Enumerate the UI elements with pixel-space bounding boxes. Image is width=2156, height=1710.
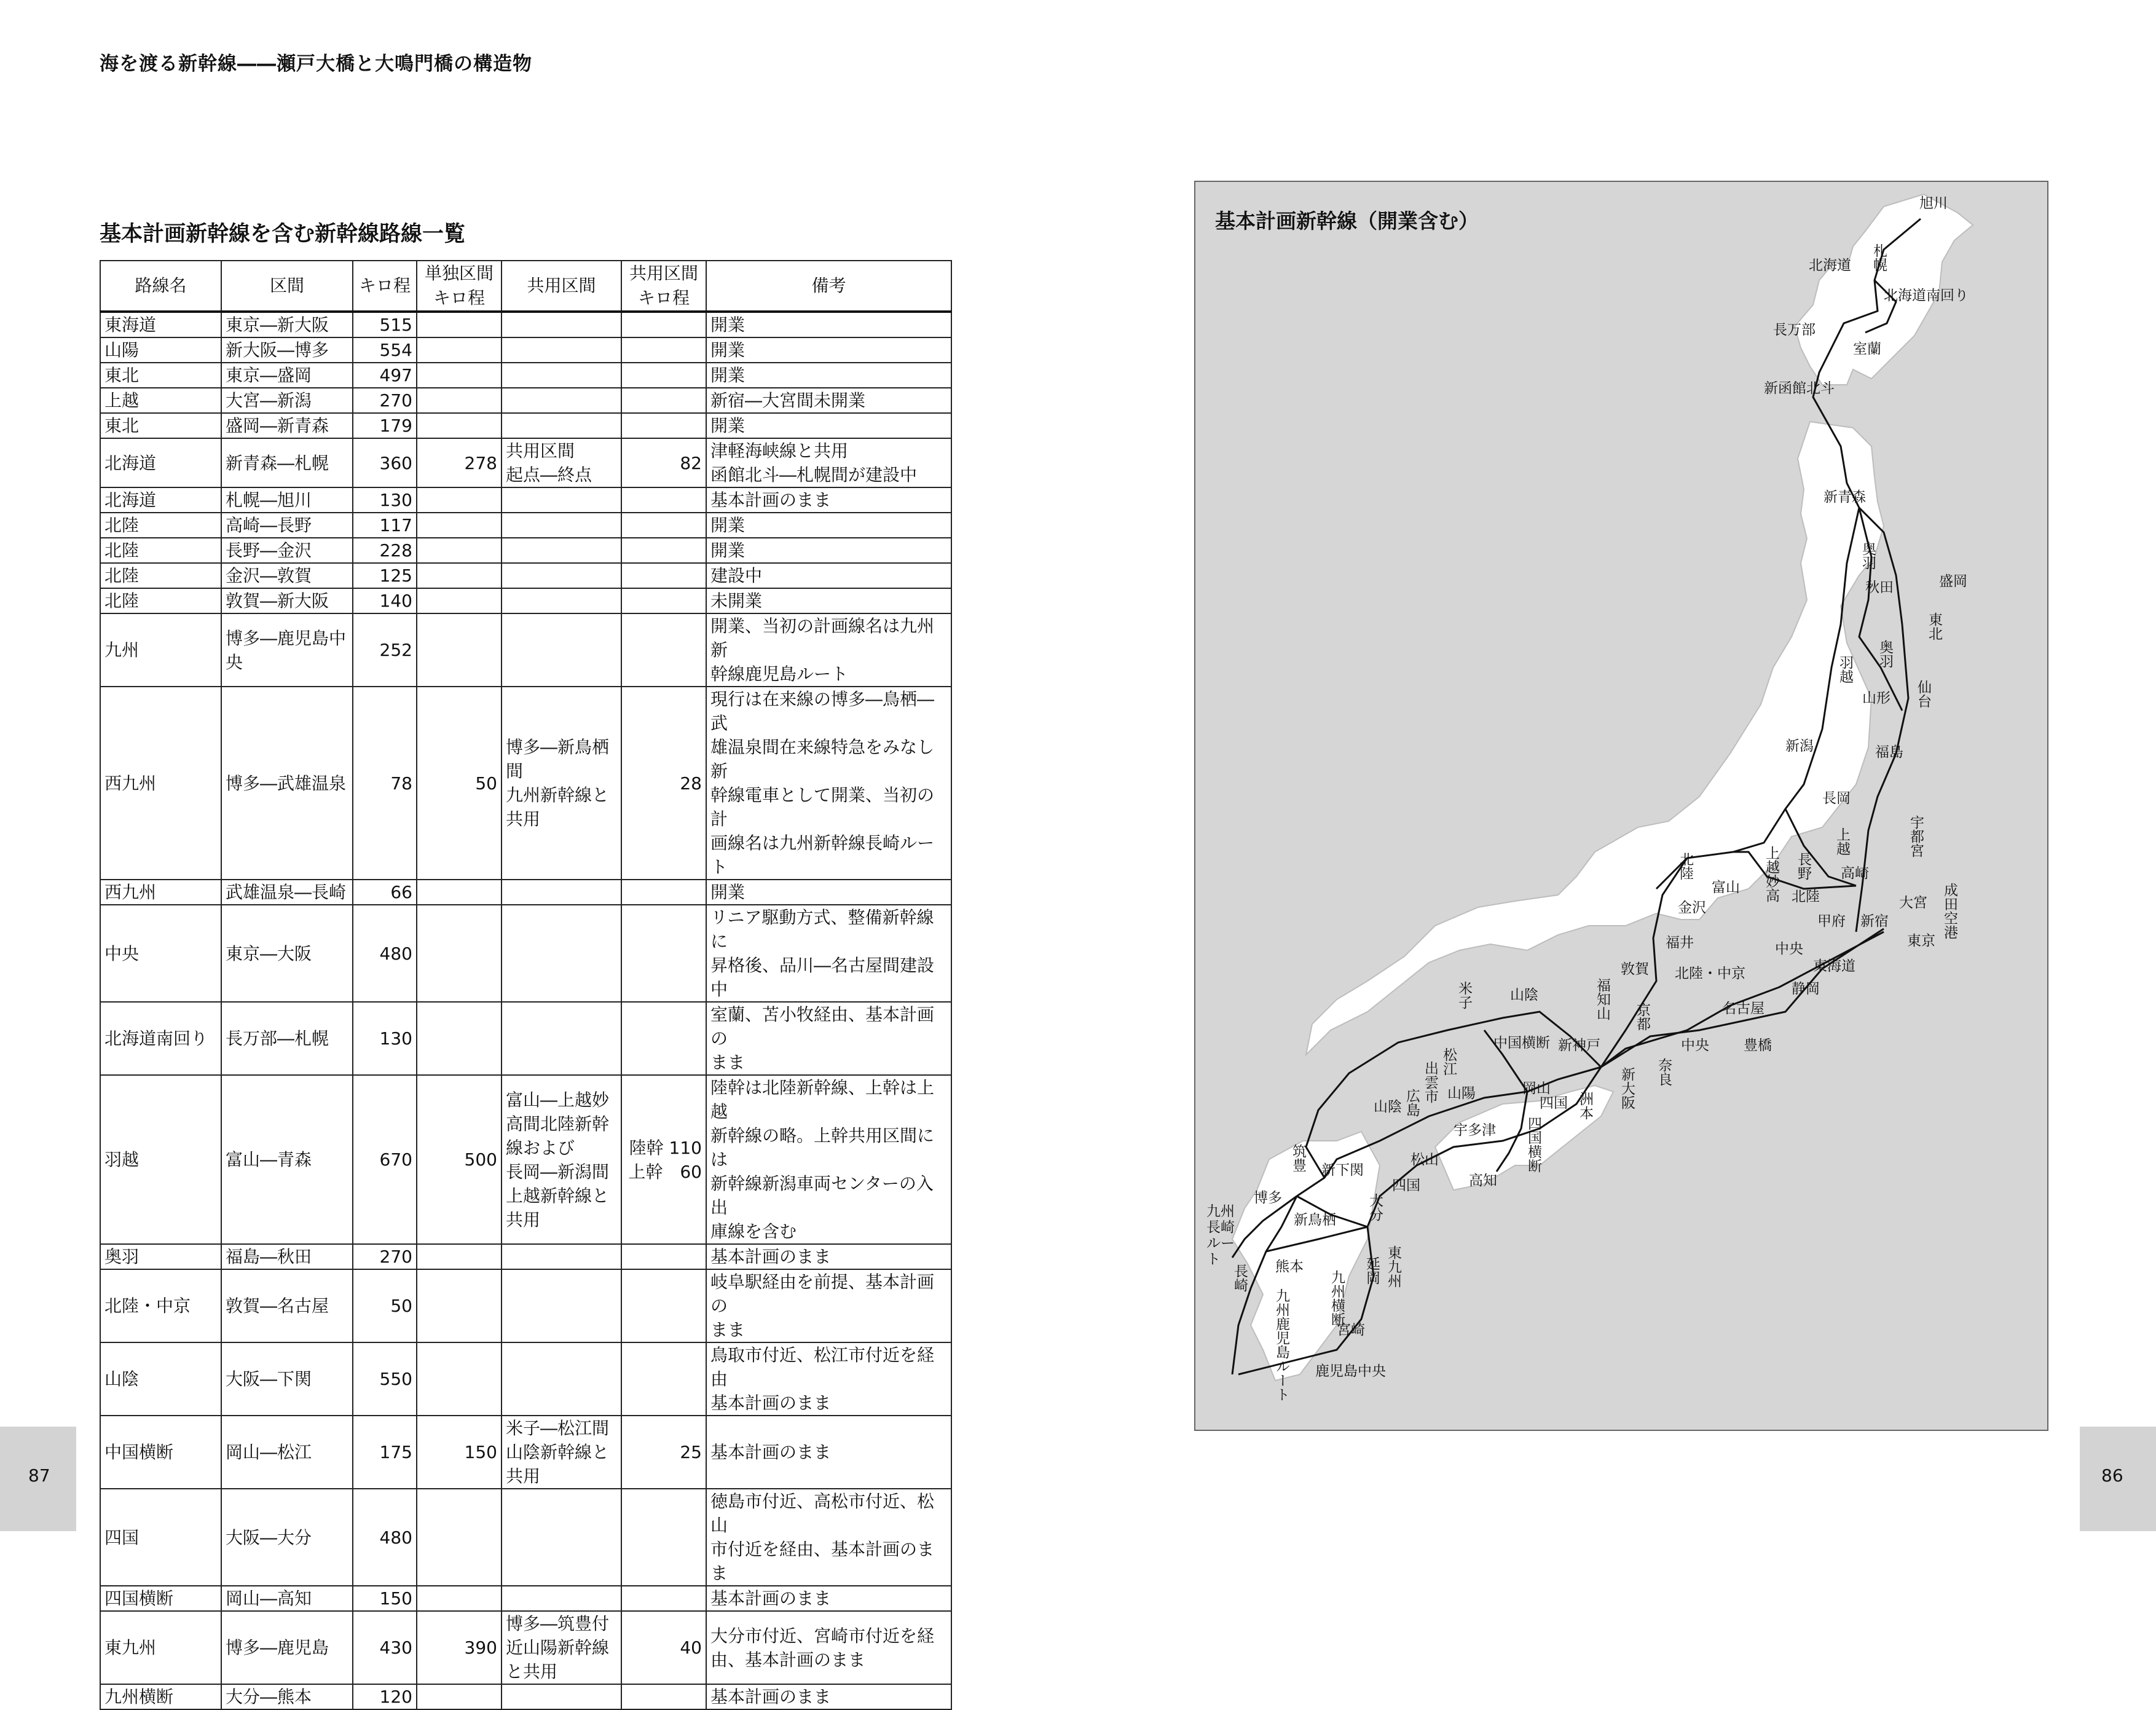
- solo-km-cell: [417, 538, 502, 563]
- map-label-fukushima: 福島: [1875, 744, 1903, 760]
- map-drawing: [1195, 182, 2047, 1430]
- note-cell: 基本計画のまま: [706, 1244, 951, 1269]
- map-label-kochi: 高知: [1469, 1173, 1497, 1189]
- map-label-narita-airport: 成田空港: [1942, 883, 1957, 939]
- note-cell: 岐阜駅経由を前提、基本計画の まま: [706, 1269, 951, 1342]
- shared-section-cell: [502, 880, 621, 905]
- note-cell: 基本計画のまま: [706, 1684, 951, 1709]
- note-cell: 開業: [706, 413, 951, 438]
- note-cell: 未開業: [706, 588, 951, 613]
- map-label-uetsu: 羽越: [1837, 655, 1853, 684]
- section-cell: 新青森―札幌: [221, 438, 353, 487]
- table-row: [100, 563, 951, 588]
- map-label-kofu: 甲府: [1817, 913, 1846, 929]
- table-row: [100, 363, 951, 388]
- shared-section-cell: [502, 905, 621, 1002]
- section-cell: 新大阪―博多: [221, 337, 353, 363]
- table-row: [100, 538, 951, 563]
- solo-km-cell: [417, 388, 502, 413]
- km-cell: 117: [353, 513, 417, 538]
- route-name-cell: 北海道: [100, 438, 221, 487]
- solo-km-cell: 50: [417, 687, 502, 880]
- section-cell: 博多―鹿児島中央: [221, 613, 353, 687]
- section-cell: 武雄温泉―長崎: [221, 880, 353, 905]
- note-cell: リニア駆動方式、整備新幹線に 昇格後、品川―名古屋間建設中: [706, 905, 951, 1002]
- section-cell: 東京―大阪: [221, 905, 353, 1002]
- map-label-kagoshimachuo: 鹿児島中央: [1315, 1363, 1386, 1379]
- solo-km-cell: [417, 1684, 502, 1709]
- km-cell: 66: [353, 880, 417, 905]
- km-cell: 550: [353, 1342, 417, 1416]
- table-row: [100, 312, 951, 337]
- route-name-cell: 東九州: [100, 1611, 221, 1684]
- map-label-matsue: 松江: [1441, 1047, 1457, 1076]
- table-row: [100, 1489, 951, 1586]
- map-label-chugoku-odan: 中国横断: [1493, 1035, 1550, 1051]
- shared-section-cell: [502, 538, 621, 563]
- km-cell: 130: [353, 1002, 417, 1075]
- km-cell: 120: [353, 1684, 417, 1709]
- table-row: [100, 438, 951, 487]
- map-label-oshamambe: 長万部: [1773, 322, 1816, 338]
- page-number-right: 86: [2101, 1465, 2123, 1486]
- shared-km-cell: [621, 613, 706, 687]
- column-header: 区間: [221, 261, 353, 312]
- map-label-chuo-2: 中央: [1681, 1038, 1709, 1054]
- map-label-shikoku-odan: 四国横断: [1525, 1116, 1541, 1173]
- map-label-ou: 奥羽: [1860, 542, 1876, 570]
- shared-section-cell: 富山―上越妙 高間北陸新幹 線および 長岡―新潟間 上越新幹線と 共用: [502, 1075, 621, 1244]
- table-header-row: [100, 261, 951, 312]
- shared-km-cell: [621, 1269, 706, 1342]
- table-row: [100, 1244, 951, 1269]
- shared-km-cell: 82: [621, 438, 706, 487]
- note-cell: 津軽海峡線と共用 函館北斗―札幌間が建設中: [706, 438, 951, 487]
- shared-km-cell: [621, 1244, 706, 1269]
- km-cell: 430: [353, 1611, 417, 1684]
- shared-km-cell: [621, 312, 706, 337]
- section-cell: 福島―秋田: [221, 1244, 353, 1269]
- map-label-tokaido: 東海道: [1813, 958, 1855, 974]
- solo-km-cell: [417, 613, 502, 687]
- route-name-cell: 九州横断: [100, 1684, 221, 1709]
- tokaido-line: [1601, 929, 1884, 1067]
- route-name-cell: 北海道南回り: [100, 1002, 221, 1075]
- section-cell: 大分―熊本: [221, 1684, 353, 1709]
- solo-km-cell: [417, 363, 502, 388]
- table-row: [100, 905, 951, 1002]
- km-cell: 360: [353, 438, 417, 487]
- shared-section-cell: [502, 613, 621, 687]
- km-cell: 270: [353, 1244, 417, 1269]
- section-cell: 金沢―敦賀: [221, 563, 353, 588]
- map-label-nobeoka: 延岡: [1364, 1256, 1380, 1285]
- shared-section-cell: 博多―新鳥栖間 九州新幹線と 共用: [502, 687, 621, 880]
- map-label-kyoto: 京都: [1634, 1003, 1650, 1031]
- shared-km-cell: [621, 337, 706, 363]
- shared-km-cell: [621, 538, 706, 563]
- solo-km-cell: [417, 1586, 502, 1611]
- shared-section-cell: [502, 513, 621, 538]
- map-label-muroran: 室蘭: [1853, 341, 1881, 357]
- section-cell: 盛岡―新青森: [221, 413, 353, 438]
- map-label-asahikawa: 旭川: [1919, 195, 1948, 211]
- map-label-tokyo: 東京: [1907, 933, 1935, 949]
- table-row: [100, 388, 951, 413]
- route-name-cell: 奥羽: [100, 1244, 221, 1269]
- shared-section-cell: 博多―筑豊付 近山陽新幹線 と共用: [502, 1611, 621, 1684]
- map-label-utsunomiya: 宇都宮: [1908, 815, 1924, 857]
- shared-km-cell: [621, 487, 706, 513]
- km-cell: 130: [353, 487, 417, 513]
- map-label-shintosu: 新鳥栖: [1294, 1212, 1336, 1228]
- map-label-morioka: 盛岡: [1939, 573, 1967, 589]
- km-cell: 179: [353, 413, 417, 438]
- map-label-sanin-2: 山陰: [1374, 1099, 1402, 1115]
- map-label-shinkobe: 新神戸: [1558, 1038, 1600, 1054]
- table-row: [100, 1684, 951, 1709]
- note-cell: 開業: [706, 538, 951, 563]
- shinkansen-map: [1194, 181, 2048, 1431]
- note-cell: 鳥取市付近、松江市付近を経由 基本計画のまま: [706, 1342, 951, 1416]
- map-label-chikuho: 筑豊: [1290, 1144, 1306, 1172]
- km-cell: 228: [353, 538, 417, 563]
- section-cell: 敦賀―名古屋: [221, 1269, 353, 1342]
- note-cell: 開業: [706, 363, 951, 388]
- note-cell: 基本計画のまま: [706, 1416, 951, 1489]
- page-number-left: 87: [28, 1465, 50, 1486]
- landmass: [1232, 194, 1973, 1381]
- shared-km-cell: [621, 388, 706, 413]
- km-cell: 554: [353, 337, 417, 363]
- solo-km-cell: [417, 1244, 502, 1269]
- shared-section-cell: [502, 1489, 621, 1586]
- shared-km-cell: [621, 880, 706, 905]
- shared-section-cell: [502, 337, 621, 363]
- section-cell: 大阪―下関: [221, 1342, 353, 1416]
- route-table: [100, 260, 952, 1710]
- map-label-hokkaido-minami: 北海道南回り: [1884, 288, 1969, 304]
- shared-section-cell: [502, 563, 621, 588]
- map-label-fukui: 福井: [1666, 935, 1694, 951]
- section-cell: 東京―盛岡: [221, 363, 353, 388]
- solo-km-cell: [417, 563, 502, 588]
- map-label-akita: 秋田: [1865, 580, 1894, 596]
- km-cell: 480: [353, 905, 417, 1002]
- solo-km-cell: [417, 487, 502, 513]
- section-cell: 長万部―札幌: [221, 1002, 353, 1075]
- map-label-sapporo: 札幌: [1871, 243, 1887, 272]
- route-name-cell: 北陸: [100, 588, 221, 613]
- map-label-joetsu: 上越: [1834, 827, 1850, 856]
- table-row: [100, 413, 951, 438]
- route-name-cell: 東北: [100, 363, 221, 388]
- section-cell: 富山―青森: [221, 1075, 353, 1244]
- table-body: [100, 312, 951, 1709]
- note-cell: 新宿―大宮間未開業: [706, 388, 951, 413]
- shared-km-cell: [621, 413, 706, 438]
- km-cell: 125: [353, 563, 417, 588]
- shared-section-cell: [502, 363, 621, 388]
- map-label-nagoya: 名古屋: [1722, 1001, 1765, 1017]
- map-label-shikoku: 四国: [1540, 1095, 1568, 1111]
- shared-km-cell: [621, 513, 706, 538]
- map-label-kyushu-nagasaki: 九州長崎ルート: [1206, 1204, 1235, 1267]
- solo-km-cell: 390: [417, 1611, 502, 1684]
- shared-section-cell: [502, 413, 621, 438]
- table-title: 基本計画新幹線を含む新幹線路線一覧: [100, 222, 466, 246]
- section-cell: 敦賀―新大阪: [221, 588, 353, 613]
- shared-km-cell: 28: [621, 687, 706, 880]
- map-label-hokkaido: 北海道: [1809, 258, 1851, 274]
- solo-km-cell: [417, 513, 502, 538]
- route-name-cell: 北陸: [100, 513, 221, 538]
- map-label-tsuruga: 敦賀: [1621, 961, 1649, 977]
- shared-km-cell: [621, 1684, 706, 1709]
- route-name-cell: 西九州: [100, 880, 221, 905]
- km-cell: 252: [353, 613, 417, 687]
- map-label-shizuoka: 静岡: [1792, 981, 1820, 997]
- shared-km-cell: [621, 1489, 706, 1586]
- note-cell: 開業: [706, 312, 951, 337]
- map-label-tohoku: 東北: [1926, 612, 1942, 640]
- table-row: [100, 337, 951, 363]
- shared-section-cell: [502, 1002, 621, 1075]
- solo-km-cell: [417, 312, 502, 337]
- map-label-joetsumyoko: 上越妙高: [1763, 846, 1779, 902]
- shared-section-cell: [502, 1269, 621, 1342]
- shared-section-cell: 米子―松江間 山陰新幹線と 共用: [502, 1416, 621, 1489]
- map-label-nagasaki: 長崎: [1232, 1264, 1248, 1292]
- solo-km-cell: [417, 337, 502, 363]
- map-label-hiroshima: 広島: [1404, 1089, 1420, 1117]
- map-label-okayama: 岡山: [1522, 1081, 1551, 1097]
- solo-km-cell: [417, 413, 502, 438]
- shared-section-cell: [502, 388, 621, 413]
- shared-section-cell: [502, 588, 621, 613]
- solo-km-cell: [417, 1342, 502, 1416]
- solo-km-cell: 278: [417, 438, 502, 487]
- note-cell: 建設中: [706, 563, 951, 588]
- route-name-cell: 中央: [100, 905, 221, 1002]
- map-label-sumoto: 洲本: [1577, 1092, 1593, 1120]
- column-header: キロ程: [353, 261, 417, 312]
- map-label-kyushu-kagoshima: 九州鹿児島ルート: [1273, 1288, 1289, 1401]
- map-label-shinaomori: 新青森: [1824, 489, 1866, 505]
- shared-km-cell: [621, 1586, 706, 1611]
- map-label-shinosaka: 新大阪: [1619, 1067, 1635, 1109]
- map-label-sanyo: 山陽: [1447, 1085, 1476, 1101]
- section-cell: 岡山―高知: [221, 1586, 353, 1611]
- km-cell: 50: [353, 1269, 417, 1342]
- route-name-cell: 東海道: [100, 312, 221, 337]
- note-cell: 基本計画のまま: [706, 1586, 951, 1611]
- shared-section-cell: [502, 312, 621, 337]
- map-label-izumoshi: 出雲市: [1422, 1061, 1438, 1103]
- column-header: 共用区間 キロ程: [621, 261, 706, 312]
- km-cell: 175: [353, 1416, 417, 1489]
- table-row: [100, 1611, 951, 1684]
- km-cell: 270: [353, 388, 417, 413]
- shared-km-cell: [621, 363, 706, 388]
- table-row: [100, 687, 951, 880]
- note-cell: 室蘭、苫小牧経由、基本計画の まま: [706, 1002, 951, 1075]
- note-cell: 陸幹は北陸新幹線、上幹は上越 新幹線の略。上幹共用区間には 新幹線新潟車両センターの入出 庫線を含む: [706, 1075, 951, 1244]
- column-header: 共用区間: [502, 261, 621, 312]
- shared-km-cell: [621, 905, 706, 1002]
- shared-km-cell: [621, 1342, 706, 1416]
- map-label-nara: 奈良: [1656, 1058, 1672, 1086]
- column-header: 単独区間 キロ程: [417, 261, 502, 312]
- table-row: [100, 1416, 951, 1489]
- map-label-kyushu-odan: 九州横断: [1329, 1270, 1345, 1326]
- shared-section-cell: [502, 487, 621, 513]
- route-name-cell: 中国横断: [100, 1416, 221, 1489]
- solo-km-cell: [417, 880, 502, 905]
- map-label-nagaoka: 長岡: [1822, 790, 1851, 806]
- route-name-cell: 四国横断: [100, 1586, 221, 1611]
- solo-km-cell: 500: [417, 1075, 502, 1244]
- route-name-cell: 東北: [100, 413, 221, 438]
- map-label-toyama: 富山: [1712, 880, 1740, 896]
- note-cell: 徳島市付近、高松市付近、松山 市付近を経由、基本計画のまま: [706, 1489, 951, 1586]
- table-row: [100, 1075, 951, 1244]
- column-header: 備考: [706, 261, 951, 312]
- shared-section-cell: [502, 1684, 621, 1709]
- route-name-cell: 北陸・中京: [100, 1269, 221, 1342]
- map-label-yonago: 米子: [1456, 981, 1472, 1009]
- shared-section-cell: 共用区間 起点―終点: [502, 438, 621, 487]
- running-head: 海を渡る新幹線――瀬戸大橋と大鳴門橋の構造物: [100, 53, 532, 75]
- table-row: [100, 1586, 951, 1611]
- table-row: [100, 1342, 951, 1416]
- km-cell: 480: [353, 1489, 417, 1586]
- map-label-kumamoto: 熊本: [1275, 1259, 1304, 1275]
- table-row: [100, 880, 951, 905]
- km-cell: 497: [353, 363, 417, 388]
- map-label-matsuyama: 松山: [1410, 1152, 1439, 1168]
- solo-km-cell: [417, 1002, 502, 1075]
- route-name-cell: 山陽: [100, 337, 221, 363]
- table-row: [100, 613, 951, 687]
- section-cell: 高崎―長野: [221, 513, 353, 538]
- chuo-line: [1601, 932, 1884, 1067]
- map-label-hakata: 博多: [1254, 1190, 1282, 1206]
- table-row: [100, 487, 951, 513]
- map-label-toyohashi: 豊橋: [1744, 1038, 1772, 1054]
- solo-km-cell: [417, 905, 502, 1002]
- shared-km-cell: 40: [621, 1611, 706, 1684]
- map-label-takasaki: 高崎: [1841, 865, 1869, 881]
- table-row: [100, 513, 951, 538]
- section-cell: 博多―武雄温泉: [221, 687, 353, 880]
- route-name-cell: 九州: [100, 613, 221, 687]
- map-label-chuo: 中央: [1775, 941, 1803, 957]
- map-label-shinhakodate: 新函館北斗: [1764, 380, 1835, 396]
- map-label-higashi-kyushu: 東九州: [1385, 1245, 1401, 1288]
- map-title: 基本計画新幹線（開業含む）: [1215, 209, 1479, 233]
- km-cell: 670: [353, 1075, 417, 1244]
- shared-km-cell: [621, 1002, 706, 1075]
- map-label-oita: 大分: [1367, 1193, 1383, 1221]
- shared-km-cell: 25: [621, 1416, 706, 1489]
- table-row: [100, 1002, 951, 1075]
- map-label-hokuriku: 北陸: [1677, 852, 1693, 880]
- map-label-ou-2: 奥羽: [1877, 640, 1893, 668]
- route-name-cell: 四国: [100, 1489, 221, 1586]
- map-label-miyazaki: 宮崎: [1337, 1322, 1365, 1338]
- note-cell: 開業: [706, 880, 951, 905]
- shared-km-cell: 陸幹 110 上幹 60: [621, 1075, 706, 1244]
- route-name-cell: 羽越: [100, 1075, 221, 1244]
- shared-section-cell: [502, 1342, 621, 1416]
- note-cell: 開業: [706, 513, 951, 538]
- note-cell: 現行は在来線の博多―鳥栖―武 雄温泉間在来線特急をみなし新 幹線電車として開業、当初の計 画線名は九州新幹線長崎ルート: [706, 687, 951, 880]
- map-label-shikoku-2: 四国: [1392, 1178, 1420, 1194]
- map-label-sanin: 山陰: [1510, 987, 1538, 1003]
- shared-section-cell: [502, 1244, 621, 1269]
- shared-section-cell: [502, 1586, 621, 1611]
- section-cell: 博多―鹿児島: [221, 1611, 353, 1684]
- section-cell: 大宮―新潟: [221, 388, 353, 413]
- km-cell: 150: [353, 1586, 417, 1611]
- map-label-omiya: 大宮: [1899, 895, 1927, 911]
- route-name-cell: 北陸: [100, 538, 221, 563]
- shared-km-cell: [621, 588, 706, 613]
- note-cell: 基本計画のまま: [706, 487, 951, 513]
- solo-km-cell: 150: [417, 1416, 502, 1489]
- map-label-kanazawa: 金沢: [1678, 900, 1706, 916]
- map-label-hokuriku-chukyo: 北陸・中京: [1675, 966, 1745, 982]
- table-row: [100, 1269, 951, 1342]
- solo-km-cell: [417, 588, 502, 613]
- section-cell: 札幌―旭川: [221, 487, 353, 513]
- table-row: [100, 588, 951, 613]
- km-cell: 78: [353, 687, 417, 880]
- solo-km-cell: [417, 1269, 502, 1342]
- map-label-fukuchiyama: 福知山: [1594, 978, 1610, 1020]
- note-cell: 開業、当初の計画線名は九州新 幹線鹿児島ルート: [706, 613, 951, 687]
- route-name-cell: 北陸: [100, 563, 221, 588]
- map-label-niigata: 新潟: [1785, 738, 1814, 754]
- section-cell: 岡山―松江: [221, 1416, 353, 1489]
- solo-km-cell: [417, 1489, 502, 1586]
- km-cell: 140: [353, 588, 417, 613]
- route-name-cell: 西九州: [100, 687, 221, 880]
- column-header: 路線名: [100, 261, 221, 312]
- map-label-utazu: 宇多津: [1454, 1122, 1496, 1138]
- map-label-sendai: 仙台: [1915, 680, 1931, 708]
- note-cell: 大分市付近、宮崎市付近を経 由、基本計画のまま: [706, 1611, 951, 1684]
- route-name-cell: 北海道: [100, 487, 221, 513]
- map-label-shinshimonoseki: 新下関: [1321, 1162, 1364, 1178]
- note-cell: 開業: [706, 337, 951, 363]
- section-cell: 長野―金沢: [221, 538, 353, 563]
- route-name-cell: 上越: [100, 388, 221, 413]
- map-label-hokuriku-2: 北陸: [1792, 889, 1820, 905]
- section-cell: 大阪―大分: [221, 1489, 353, 1586]
- map-label-nagano: 長野: [1795, 852, 1811, 880]
- section-cell: 東京―新大阪: [221, 312, 353, 337]
- route-name-cell: 山陰: [100, 1342, 221, 1416]
- map-label-shinjuku: 新宿: [1860, 913, 1889, 929]
- shared-km-cell: [621, 563, 706, 588]
- map-label-yamagata: 山形: [1862, 690, 1890, 706]
- km-cell: 515: [353, 312, 417, 337]
